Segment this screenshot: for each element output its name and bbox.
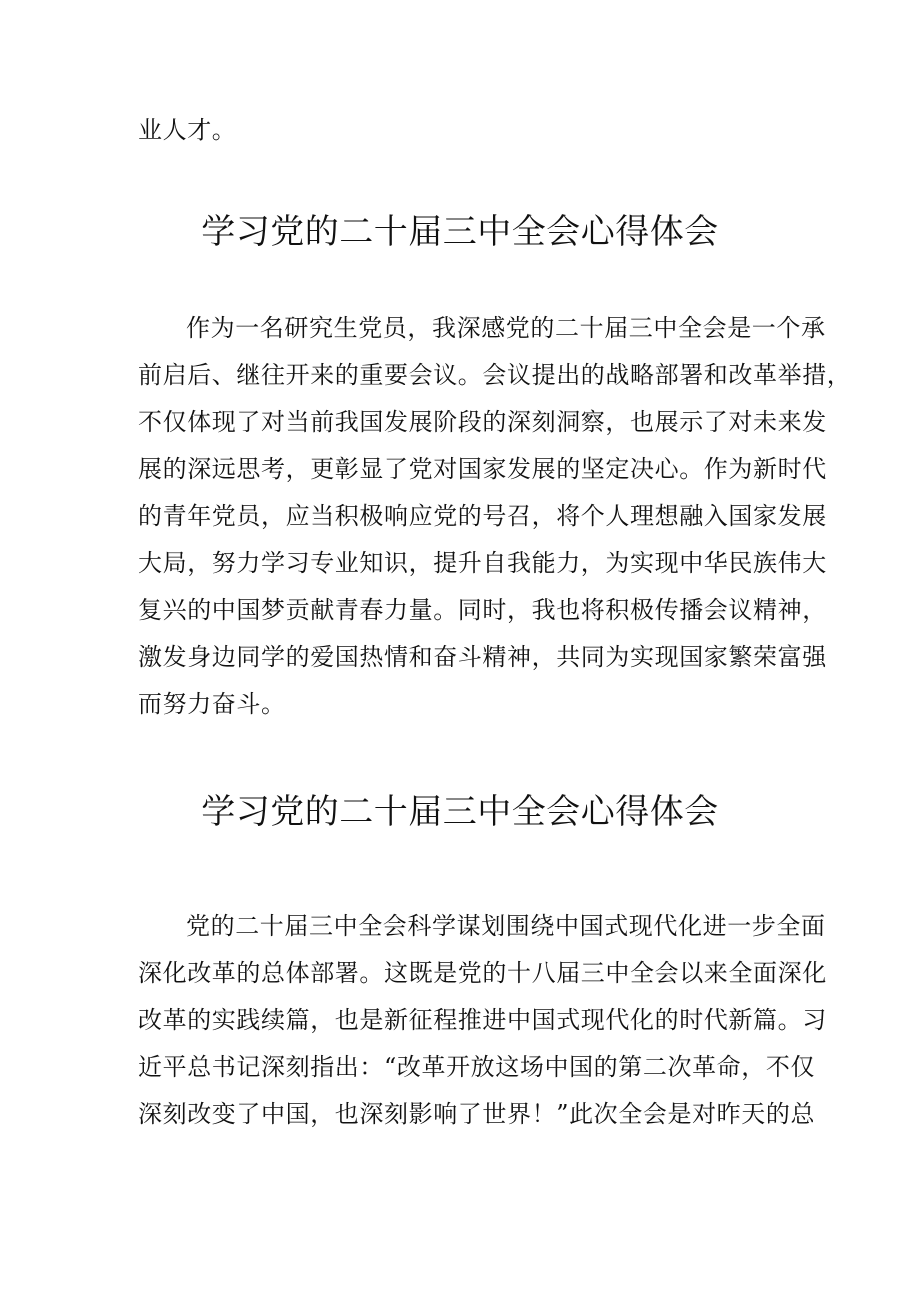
paragraph-line: 近平总书记深刻指出：“改革开放这场中国的第二次革命，不仅 [138,1053,816,1081]
section-2-title: 学习党的二十届三中全会心得体会 [201,792,719,832]
paragraph-line: 大局，努力学习专业知识，提升自我能力，为实现中华民族伟大 [138,549,827,577]
paragraph-line: 而努力奋斗。 [138,690,286,718]
paragraph-line: 党的二十届三中全会科学谋划围绕中国式现代化进一步全面 [186,912,826,940]
paragraph-line: 深刻改变了中国，也深刻影响了世界！”此次全会是对昨天的总 [138,1100,816,1128]
intro-tail-text: 业人才。 [138,116,237,144]
paragraph-line: 改革的实践续篇，也是新征程推进中国式现代化的时代新篇。习 [138,1006,827,1034]
paragraph-line: 前启后、继往开来的重要会议。会议提出的战略部署和改革举措， [138,361,852,389]
paragraph-line: 复兴的中国梦贡献青春力量。同时，我也将积极传播会议精神， [138,596,827,624]
paragraph-line: 展的深远思考，更彰显了党对国家发展的坚定决心。作为新时代 [138,455,827,483]
paragraph-line: 的青年党员，应当积极响应党的号召，将个人理想融入国家发展 [138,502,827,530]
paragraph-line: 作为一名研究生党员，我深感党的二十届三中全会是一个承 [186,314,826,342]
paragraph-line: 深化改革的总体部署。这既是党的十八届三中全会以来全面深化 [138,959,827,987]
paragraph-line: 激发身边同学的爱国热情和奋斗精神，共同为实现国家繁荣富强 [138,643,827,671]
section-1-title: 学习党的二十届三中全会心得体会 [201,212,719,252]
paragraph-line: 不仅体现了对当前我国发展阶段的深刻洞察，也展示了对未来发 [138,408,827,436]
